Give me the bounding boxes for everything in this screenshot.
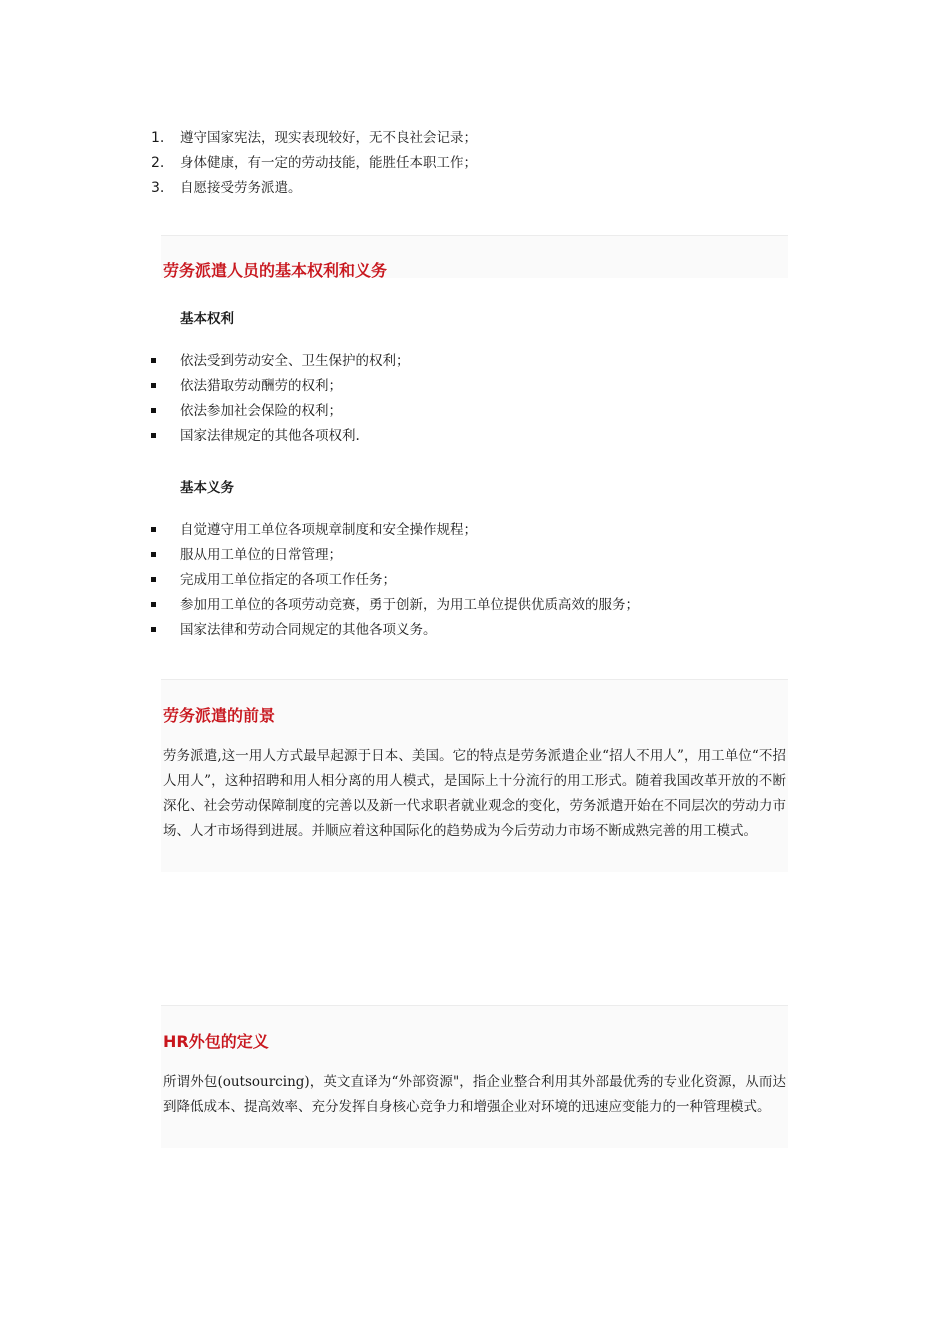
list-text: 依法受到劳动安全、卫生保护的权利； bbox=[180, 353, 410, 369]
duties-list bbox=[151, 518, 639, 643]
list-text: 依法猎取劳动酬劳的权利； bbox=[180, 378, 342, 394]
list-item bbox=[151, 543, 639, 568]
list-item bbox=[151, 399, 410, 424]
list-number: 3. bbox=[151, 180, 165, 196]
list-text: 自觉遵守用工单位各项规章制度和安全操作规程； bbox=[180, 522, 477, 538]
list-text: 自愿接受劳务派遣。 bbox=[180, 180, 302, 196]
list-text: 服从用工单位的日常管理； bbox=[180, 547, 342, 563]
list-item bbox=[151, 126, 477, 151]
list-text: 国家法律规定的其他各项权利. bbox=[180, 428, 360, 444]
section-title: 劳务派遣人员的基本权利和义务 bbox=[163, 261, 388, 280]
list-text: 完成用工单位指定的各项工作任务； bbox=[180, 572, 396, 588]
list-text: 依法参加社会保险的权利； bbox=[180, 403, 342, 419]
bullet-icon bbox=[151, 408, 156, 413]
list-text: 参加用工单位的各项劳动竞赛，勇于创新，为用工单位提供优质高效的服务； bbox=[180, 597, 639, 613]
section-rights-duties-header bbox=[161, 235, 788, 278]
rights-list bbox=[151, 349, 410, 449]
bullet-icon bbox=[151, 358, 156, 363]
bullet-icon bbox=[151, 433, 156, 438]
list-text: 国家法律和劳动合同规定的其他各项义务。 bbox=[180, 622, 437, 638]
list-number: 2. bbox=[151, 155, 165, 171]
section-paragraph: 劳务派遣,这一用人方式最早起源于日本、美国。它的特点是劳务派遣企业“招人不用人”，用工单位“不招人用人”，这种招聘和用人相分离的用人模式，是国际上十分流行的用工形式。随着我国改革开放的不断深化、社会劳动保障制度的完善以及新一代求职者就业观念的变化，劳务派遣开始在不同层次的劳动力市场、人才市场得到进展。并顺应着这种国际化的趋势成为今后劳动力市场不断成熟完善的用工模式。 bbox=[163, 748, 786, 839]
list-item bbox=[151, 618, 639, 643]
list-item bbox=[151, 424, 410, 449]
section-title: HR外包的定义 bbox=[163, 1032, 269, 1051]
bullet-icon bbox=[151, 552, 156, 557]
list-item bbox=[151, 349, 410, 374]
duties-heading: 基本义务 bbox=[180, 480, 234, 496]
bullet-icon bbox=[151, 602, 156, 607]
list-text: 遵守国家宪法，现实表现较好，无不良社会记录； bbox=[180, 130, 477, 146]
bullet-icon bbox=[151, 527, 156, 532]
bullet-icon bbox=[151, 383, 156, 388]
list-item bbox=[151, 374, 410, 399]
list-item bbox=[151, 593, 639, 618]
section-title: 劳务派遣的前景 bbox=[163, 706, 276, 725]
section-hr-outsourcing bbox=[161, 1005, 788, 1148]
bullet-icon bbox=[151, 577, 156, 582]
list-number: 1. bbox=[151, 130, 165, 146]
list-item bbox=[151, 568, 639, 593]
bullet-icon bbox=[151, 627, 156, 632]
list-text: 身体健康，有一定的劳动技能，能胜任本职工作； bbox=[180, 155, 477, 171]
list-item bbox=[151, 518, 639, 543]
list-item bbox=[151, 151, 477, 176]
list-item bbox=[151, 176, 477, 201]
requirements-list bbox=[151, 126, 477, 201]
section-prospects bbox=[161, 679, 788, 872]
section-paragraph: 所谓外包(outsourcing)，英文直译为“外部资源"，指企业整合利用其外部最优秀的专业化资源，从而达到降低成本、提高效率、充分发挥自身核心竞争力和增强企业对环境的迅速应变能力的一种管理模式。 bbox=[163, 1074, 786, 1115]
rights-heading: 基本权利 bbox=[180, 311, 234, 327]
